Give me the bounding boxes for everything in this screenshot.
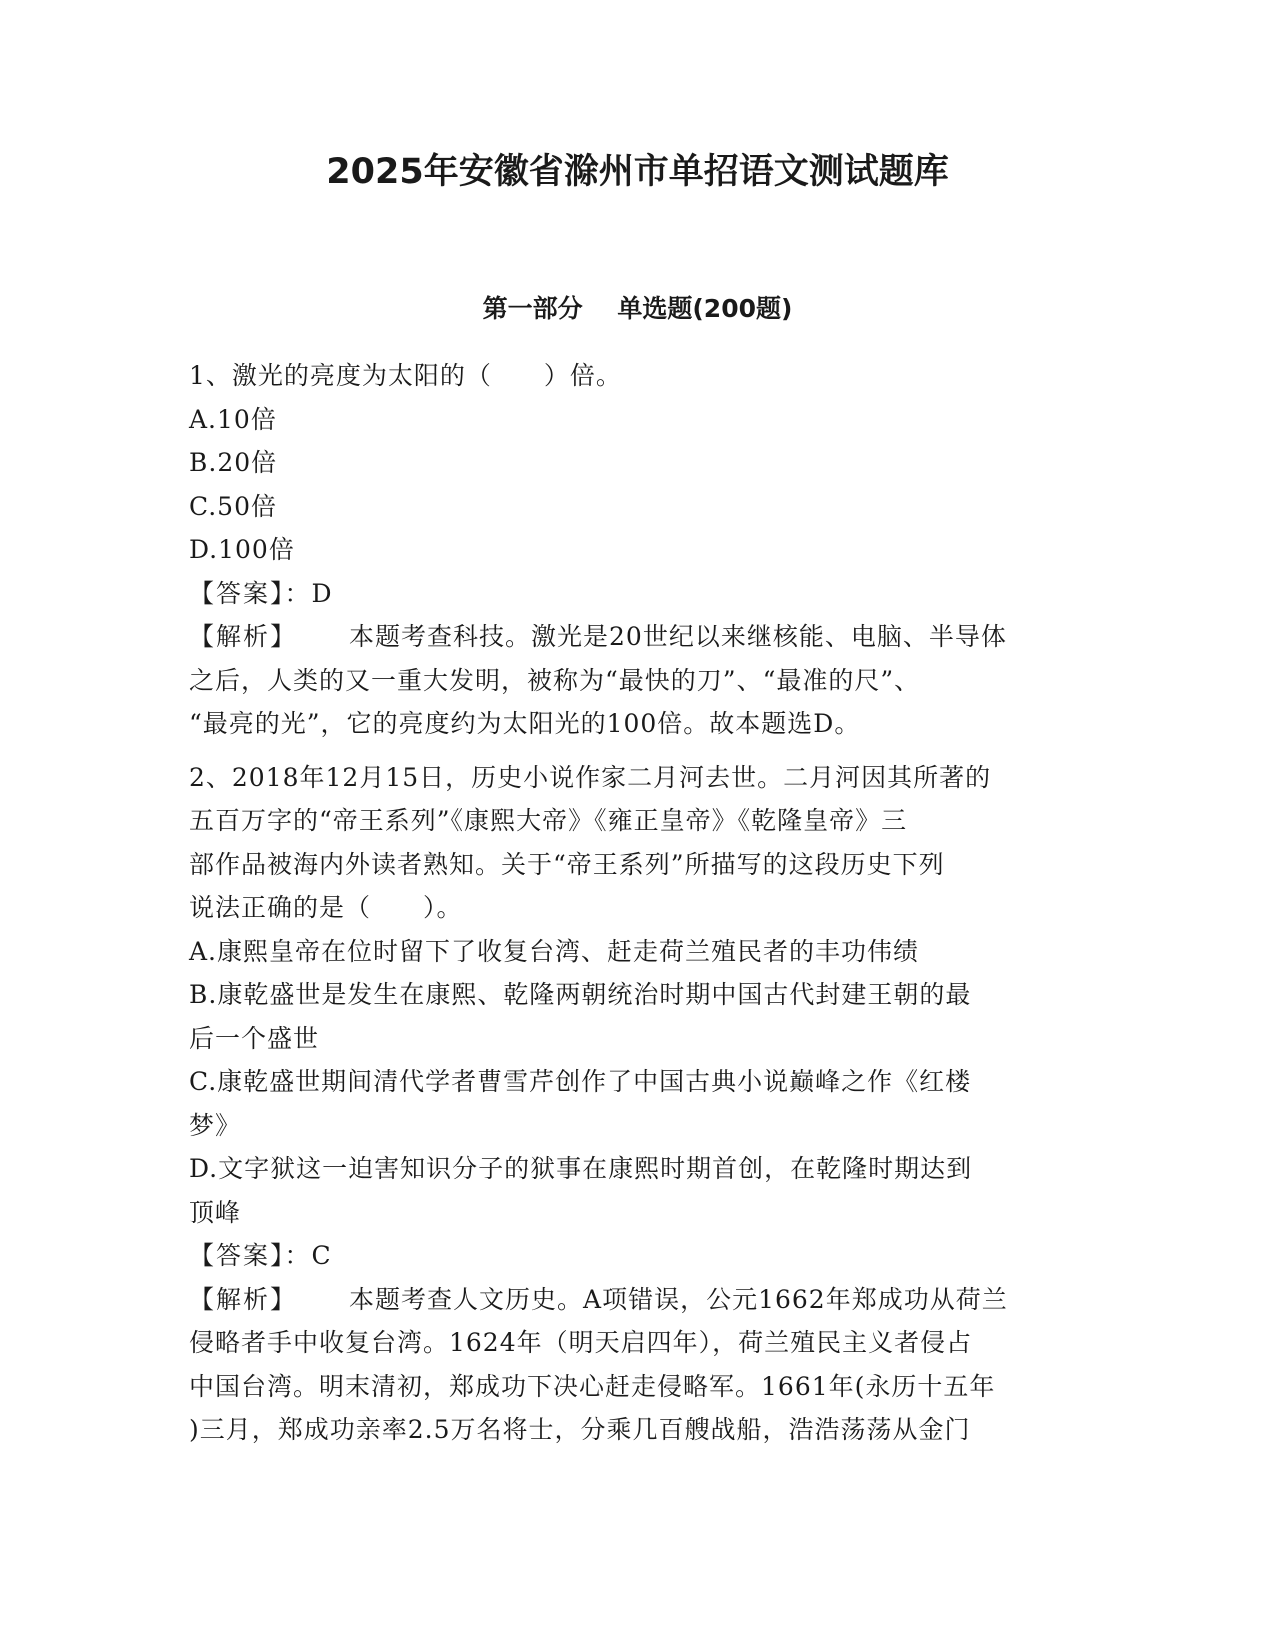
option-c: C.50倍 [189, 491, 277, 521]
answer-line [189, 572, 1089, 616]
analysis-line [189, 1278, 1089, 1322]
option-a: A.康熙皇帝在位时留下了收复台湾、赶走荷兰殖民者的丰功伟绩 [189, 936, 920, 966]
analysis-text: 侵略者手中收复台湾。1624年（明天启四年），荷兰殖民主义者侵占 [189, 1328, 973, 1357]
answer-value: D [311, 578, 333, 608]
option-d: D.文字狱这一迫害知识分子的狱事在康熙时期首创，在乾隆时期达到 [189, 1154, 973, 1183]
section-title: 第一部分 单选题(200题) [482, 294, 793, 323]
question-stem: 部作品被海内外读者熟知。关于“帝王系列”所描写的这段历史下列 [189, 849, 945, 879]
answer-label: 【答案】： [189, 578, 312, 608]
analysis-text: “最亮的光”，它的亮度约为太阳光的100倍。故本题选D。 [189, 709, 861, 738]
analysis-line [189, 615, 1089, 659]
analysis-label: 【解析】 [189, 1284, 298, 1314]
question-stem: 五百万字的“帝王系列”《康熙大帝》《雍正皇帝》《乾隆皇帝》三 [189, 806, 908, 835]
option-a: A.10倍 [189, 404, 277, 434]
option-d: D.100倍 [189, 535, 295, 564]
question-list [189, 354, 1089, 1452]
document-title: 2025年安徽省滁州市单招语文测试题库 [326, 152, 949, 192]
spacer [189, 746, 1089, 756]
question-1 [189, 354, 1089, 746]
question-stem: 1、激光的亮度为太阳的（ ）倍。 [189, 361, 622, 390]
answer-value: C [311, 1241, 332, 1270]
option-c: C.康乾盛世期间清代学者曹雪芹创作了中国古典小说巅峰之作《红楼 [189, 1067, 972, 1096]
option-b: B.20倍 [189, 448, 278, 477]
analysis-text: 之后，人类的又一重大发明，被称为“最快的刀”、“最准的尺”、 [189, 665, 921, 695]
question-stem: 说法正确的是（ ）。 [189, 893, 463, 922]
option-c: 梦》 [189, 1110, 242, 1140]
option-d: 顶峰 [189, 1197, 242, 1227]
option-b: 后一个盛世 [189, 1023, 320, 1053]
analysis-text: 本题考查科技。激光是20世纪以来继核能、电脑、半导体 [349, 622, 1007, 651]
question-stem: 2、2018年12月15日，历史小说作家二月河去世。二月河因其所著的 [189, 762, 992, 792]
analysis-text: )三月，郑成功亲率2.5万名将士，分乘几百艘战船，浩浩荡荡从金门 [189, 1415, 971, 1444]
option-b: B.康乾盛世是发生在康熙、乾隆两朝统治时期中国古代封建王朝的最 [189, 980, 972, 1009]
analysis-label: 【解析】 [189, 622, 298, 651]
analysis-text: 中国台湾。明末清初，郑成功下决心赶走侵略军。1661年(永历十五年 [189, 1371, 996, 1401]
analysis-text: 本题考查人文历史。A项错误，公元1662年郑成功从荷兰 [349, 1284, 1008, 1314]
question-2 [189, 756, 1089, 1452]
answer-line [189, 1234, 1089, 1278]
answer-label: 【答案】： [189, 1241, 312, 1270]
